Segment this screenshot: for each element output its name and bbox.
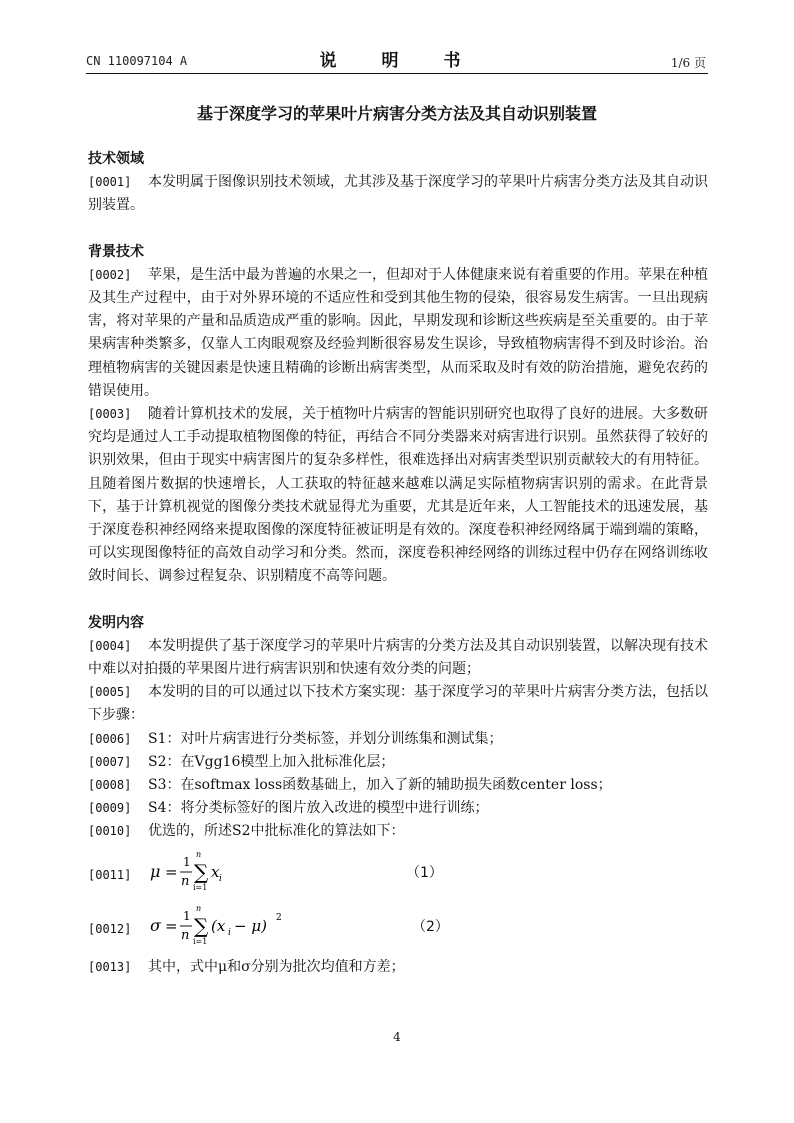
eq-frac-den: n <box>181 873 190 889</box>
paragraph-number: [0013] <box>88 959 132 974</box>
sigma-sum-icon: ∑ <box>194 859 209 884</box>
paragraph-text: 本发明属于图像识别技术领域，尤其涉及基于深度学习的苹果叶片病害分类方法及其自动识别装置。 <box>88 174 708 214</box>
paragraph-number: [0007] <box>88 754 132 769</box>
paragraph-0001 <box>88 171 708 217</box>
paragraph-text: S1：对叶片病害进行分类标签，并划分训练集和测试集； <box>148 730 503 747</box>
paragraph-number: [0002] <box>88 267 132 282</box>
section-heading-tech-field: 技术领域 <box>88 151 144 167</box>
eq-lhs: μ <box>150 861 161 881</box>
eq-sum-top: n <box>196 849 202 859</box>
eq-frac-num: 1 <box>183 908 191 923</box>
paragraph-text: 随着计算机技术的发展，关于植物叶片病害的智能识别研究也取得了良好的进展。大多数研究均是通过人工手动提取植物图像的特征，再结合不同分类器来对病害进行识别。虽然获得了较好的识别效果，但由于现实中病害图片的复杂多样性，很难选择出对病害类型识别贡献较大的有用特征。且随着图片数据的快速增长，人工获取的特征越来越难以满足实际植物病害识别的需求。在此背景下，基于计算机视觉的图像分类技术就显得尤为重要，尤其是近年来，人工智能技术的迅速发展，基于深度卷积神经网络来提取图像的深度特征被证明是有效的。深度卷积神经网络属于端到端的策略，可以实现图像特征的高效自动学习和分类。然而，深度卷积神经网络的训练过程中仍存在网络训练收敛时间长、调参过程复杂、识别精度不高等问题。 <box>88 406 708 585</box>
paragraph-0010 <box>88 820 708 843</box>
paragraph-text: S4：将分类标签好的图片放入改进的模型中进行训练； <box>148 800 489 817</box>
header-rule <box>86 73 708 74</box>
paragraph-text: 本发明的目的可以通过以下技术方案实现：基于深度学习的苹果叶片病害分类方法，包括以下步骤： <box>88 684 708 724</box>
paragraph-0009 <box>88 797 708 820</box>
page-number: 4 <box>393 1030 401 1044</box>
eq-summand: x <box>211 862 220 881</box>
paragraph-0007 <box>88 751 708 774</box>
equation-label: （2） <box>412 918 449 935</box>
paragraph-0012 <box>88 902 708 952</box>
equation-variance <box>148 902 348 952</box>
paragraph-0008 <box>88 774 708 797</box>
eq-equals: = <box>165 862 178 881</box>
eq-equals: = <box>165 916 178 935</box>
paragraph-number: [0004] <box>88 638 132 653</box>
paragraph-text: 优选的，所述S2中批标准化的算法如下： <box>148 823 405 840</box>
paragraph-0005 <box>88 681 708 727</box>
paragraph-text: S3：在softmax loss函数基础上，加入了新的辅助损失函数center loss； <box>148 777 612 794</box>
eq-superscript: 2 <box>276 912 282 923</box>
paragraph-text: 苹果，是生活中最为普遍的水果之一，但却对于人体健康来说有着重要的作用。苹果在种植及其生产过程中，由于对外界环境的不适应性和受到其他生物的侵染，很容易发生病害。一旦出现病害，将对苹果的产量和品质造成严重的影响。因此，早期发现和诊断这些疾病是至关重要的。由于苹果病害种类繁多，仅靠人工肉眼观察及经验判断很容易发生误诊，导致植物病害得不到及时诊治。治理植物病害的关键因素是快速且精确的诊断出病害类型，从而采取及时有效的防治措施，避免农药的错误使用。 <box>88 266 708 399</box>
paragraph-text: 其中，式中μ和σ分别为批次均值和方差； <box>148 958 405 975</box>
eq-frac-num: 1 <box>183 854 191 869</box>
paragraph-number: [0006] <box>88 731 132 746</box>
paragraph-0013 <box>88 956 708 979</box>
eq-sum-top: n <box>196 903 202 913</box>
paragraph-0004 <box>88 635 708 681</box>
paragraph-number: [0012] <box>88 921 132 936</box>
patent-number: CN 110097104 A <box>86 54 188 68</box>
paragraph-0006 <box>88 728 708 751</box>
paragraph-number: [0008] <box>88 778 132 793</box>
eq-lhs: σ <box>150 915 161 935</box>
eq-sum-bot: i=1 <box>193 936 208 946</box>
eq-rest: − μ) <box>234 916 267 935</box>
eq-sum-bot: i=1 <box>193 882 208 892</box>
paragraph-text: 本发明提供了基于深度学习的苹果叶片病害的分类方法及其自动识别装置，以解决现有技术中难以对拍摄的苹果图片进行病害识别和快速有效分类的问题； <box>88 637 708 678</box>
paragraph-0003 <box>88 403 708 589</box>
document-type: 说 明 书 <box>319 51 475 71</box>
eq-frac-den: n <box>181 927 190 943</box>
equation-label: （1） <box>406 864 443 881</box>
paragraph-number: [0005] <box>88 685 132 700</box>
paragraph-number: [0003] <box>88 407 132 422</box>
section-heading-background: 背景技术 <box>88 243 144 260</box>
eq-subscript: i <box>219 873 222 884</box>
paragraph-number: [0009] <box>88 801 132 816</box>
eq-subscript: i <box>228 927 231 938</box>
paragraph-text: S2：在Vgg16模型上加入批标准化层； <box>148 753 395 770</box>
document-body <box>88 148 708 979</box>
page-indicator: 1/6 页 <box>670 56 706 70</box>
paragraph-number: [0010] <box>88 824 132 839</box>
document-title: 基于深度学习的苹果叶片病害分类方法及其自动识别装置 <box>196 104 597 123</box>
eq-summand: (x <box>211 916 226 935</box>
sigma-sum-icon: ∑ <box>194 913 209 938</box>
paragraph-number: [0011] <box>88 867 132 882</box>
paragraph-number: [0001] <box>88 175 132 190</box>
paragraph-0002 <box>88 264 708 403</box>
equation-mean <box>148 848 328 898</box>
section-heading-invention: 发明内容 <box>88 614 144 631</box>
paragraph-0011 <box>88 848 708 898</box>
